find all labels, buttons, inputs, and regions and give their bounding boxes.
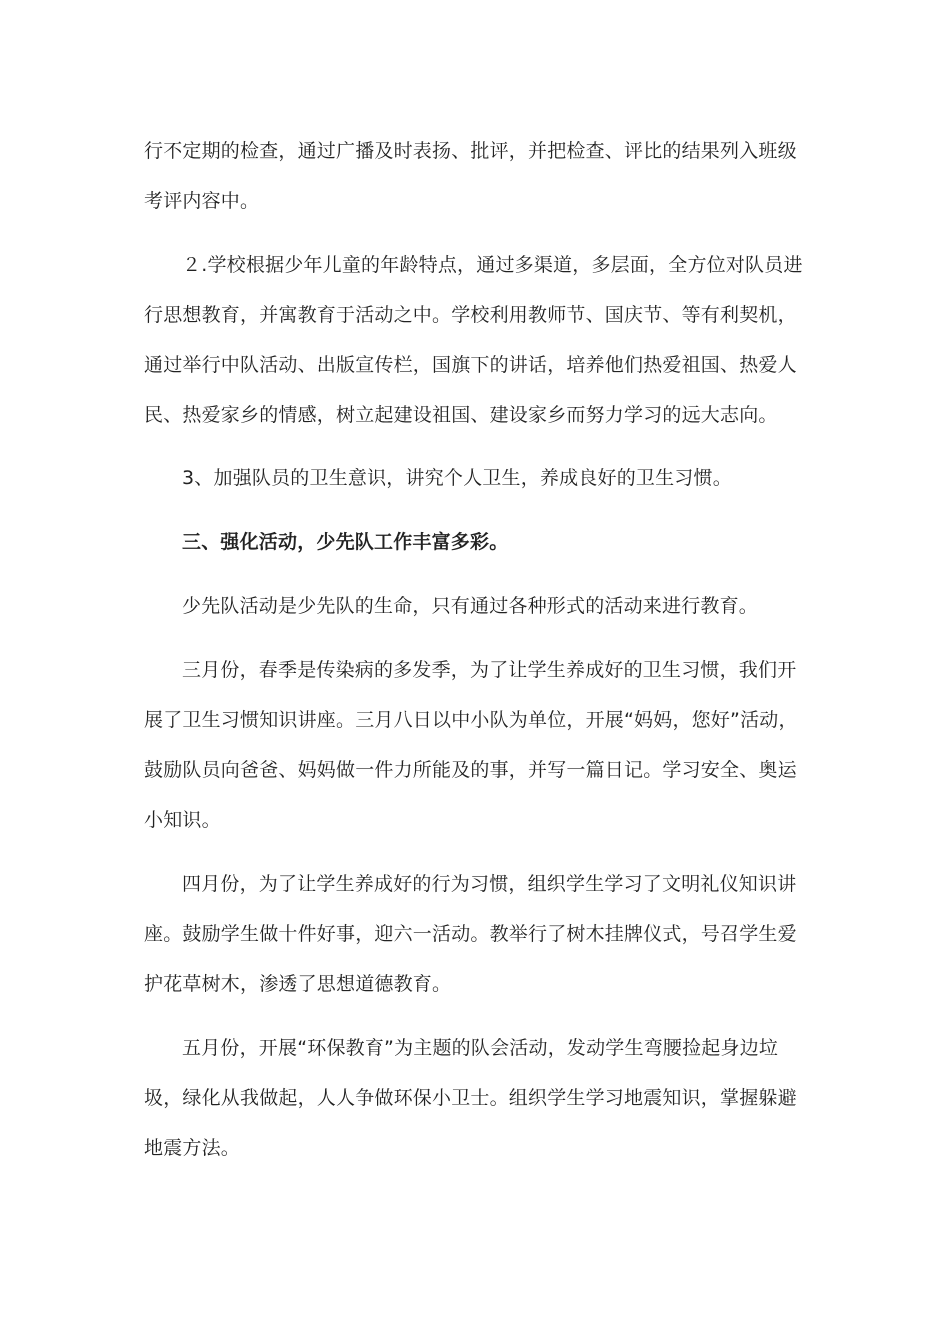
paragraph-line: 护花草树木，渗透了思想道德教育。 (144, 973, 452, 995)
paragraph-line: 通过举行中队活动、出版宣传栏，国旗下的讲话，培养他们热爱祖国、热爱人 (144, 354, 797, 376)
paragraph-line: 民、热爱家乡的情感，树立起建设祖国、建设家乡而努力学习的远大志向。 (144, 404, 778, 426)
paragraph-line: 四月份，为了让学生养成好的行为习惯，组织学生学习了文明礼仪知识讲 (182, 873, 797, 895)
paragraph-line: 展了卫生习惯知识讲座。三月八日以中小队为单位，开展“妈妈，您好”活动， (144, 709, 798, 731)
paragraph-line: 行思想教育，并寓教育于活动之中。学校利用教师节、国庆节、等有利契机， (144, 304, 797, 326)
paragraph-line: 圾，绿化从我做起，人人争做环保小卫士。组织学生学习地震知识，掌握躲避 (144, 1087, 797, 1109)
paragraph-line: ２.学校根据少年儿童的年龄特点，通过多渠道，多层面，全方位对队员进 (182, 254, 803, 276)
paragraph-line: 行不定期的检查，通过广播及时表扬、批评，并把检查、评比的结果列入班级 (144, 140, 797, 162)
paragraph-line: 考评内容中。 (144, 190, 260, 212)
paragraph-march (144, 645, 824, 845)
paragraph-line: 少先队活动是少先队的生命，只有通过各种形式的活动来进行教育。 (182, 595, 759, 617)
paragraph-line: 座。鼓励学生做十件好事，迎六一活动。教举行了树木挂牌仪式，号召学生爱 (144, 923, 797, 945)
section-heading (144, 517, 824, 567)
paragraph-item-3 (144, 453, 824, 503)
paragraph-line: 小知识。 (144, 809, 221, 831)
paragraph-line: 五月份，开展“环保教育”为主题的队会活动，发动学生弯腰捡起身边垃 (182, 1037, 779, 1059)
paragraph-line: 鼓励队员向爸爸、妈妈做一件力所能及的事，并写一篇日记。学习安全、奥运 (144, 759, 797, 781)
paragraph-intro (144, 581, 824, 631)
paragraph-line: 地震方法。 (144, 1137, 241, 1159)
paragraph-continuation (144, 126, 824, 226)
paragraph-line: 三月份，春季是传染病的多发季，为了让学生养成好的卫生习惯，我们开 (182, 659, 797, 681)
heading-line: 三、强化活动，少先队工作丰富多彩。 (182, 531, 509, 553)
paragraph-april (144, 859, 824, 1009)
paragraph-may (144, 1023, 824, 1173)
paragraph-item-2 (144, 240, 824, 440)
paragraph-line: 3、加强队员的卫生意识，讲究个人卫生，养成良好的卫生习惯。 (182, 467, 732, 489)
